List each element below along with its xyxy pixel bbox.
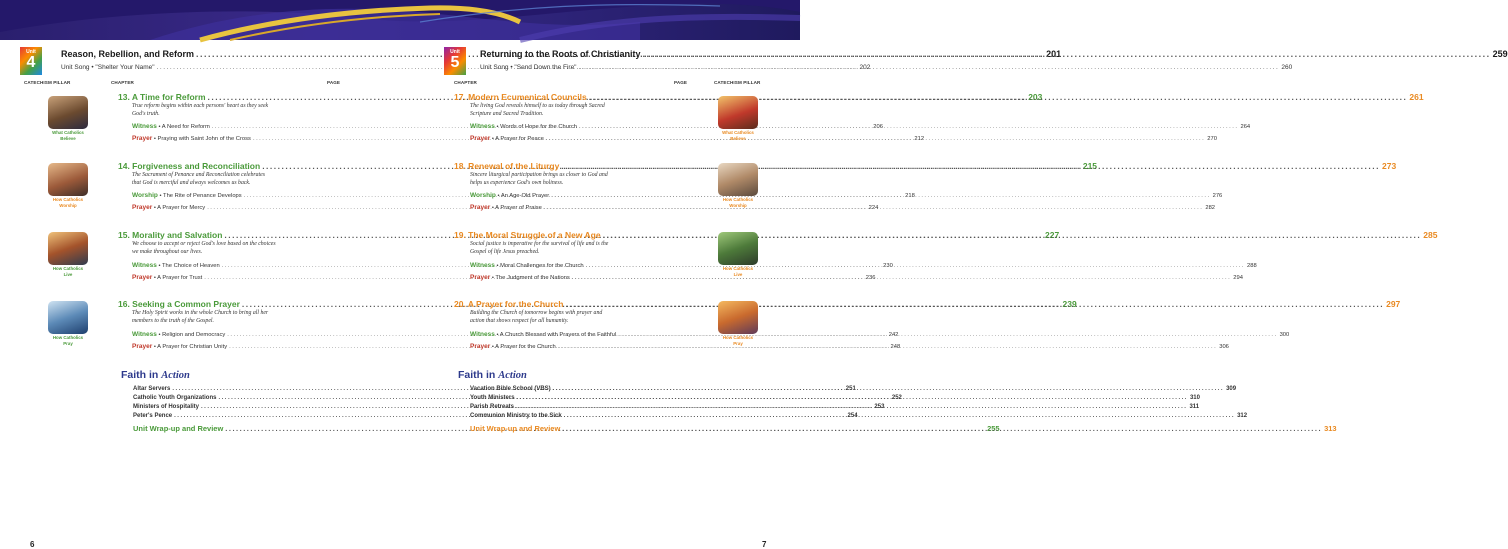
- unit-song-page: 202: [859, 64, 871, 71]
- unit-wrapup-link[interactable]: Unit Wrap-up and Review ..... 255: [133, 424, 352, 433]
- unit-song-page: 260: [1281, 64, 1293, 71]
- chapter-thumbnail-image: [48, 232, 88, 265]
- unit-title-page: 201: [1046, 49, 1062, 59]
- column-head-pillar: CATECHISM PILLAR: [714, 80, 761, 85]
- pillar-caption: What Catholics Believe: [52, 130, 84, 141]
- chapter-thumbnail-image: [48, 163, 88, 196]
- chapter-thumbnail-image: [48, 301, 88, 334]
- chapter-title-link[interactable]: 20. A Prayer for the Church ..... 297: [454, 299, 686, 309]
- chapter-title-link[interactable]: 19. The Moral Struggle of a New Age ..... 285: [454, 230, 686, 240]
- pillar-caption: What Catholics Believe: [722, 130, 754, 141]
- chapter-feature-link[interactable]: Witness • The Choice of Heaven ..... 230: [132, 262, 352, 269]
- chapter-description: Sincere liturgical participation brings us closer to God and helps us experience God's own holiness.: [470, 172, 608, 186]
- chapter-description: Building the Church of tomorrow begins with prayer and action that shows respect for all humanity.: [470, 310, 603, 324]
- pillar-caption: How Catholics Worship: [52, 197, 84, 208]
- chapter-title-link[interactable]: 15. Morality and Salvation ..... 227: [118, 230, 352, 240]
- unit-wrapup-link[interactable]: Unit Wrap-up and Review ..... 313: [470, 424, 686, 433]
- unit-badge-number: 5: [450, 54, 460, 71]
- pillar-caption: How Catholics Pray: [52, 335, 84, 346]
- chapter-prayer-link[interactable]: Prayer • A Prayer of Praise ..... 282: [470, 204, 686, 211]
- unit-title: Reason, Rebellion, and Reform: [61, 49, 195, 59]
- chapter-prayer-link[interactable]: Prayer • A Prayer for Christian Unity ..... 248: [132, 343, 352, 350]
- pillar-caption: How Catholics Worship: [722, 197, 754, 208]
- faith-in-action-heading: Faith in Action: [458, 369, 527, 381]
- chapter-description: True reform begins within each persons' heart as they seek God's truth.: [132, 103, 269, 117]
- column-head-chapter: CHAPTER: [111, 80, 134, 85]
- chapter-thumbnail-image: [718, 232, 758, 265]
- chapter-description: Social justice is imperative for the survival of life and is the Gospel of life Jesus preached.: [470, 241, 609, 255]
- pillar-caption: How Catholics Live: [52, 266, 84, 277]
- chapter-thumbnail-image: [718, 163, 758, 196]
- chapter-prayer-link[interactable]: Prayer • A Prayer for Mercy ..... 224: [132, 204, 352, 211]
- unit-song: Unit Song • "Shelter Your Name": [61, 64, 155, 71]
- page-number: 7: [762, 540, 767, 549]
- faith-action-item[interactable]: Parish Retreats ..... 311: [470, 404, 686, 410]
- unit-song: Unit Song • "Send Down the Fire": [480, 64, 577, 71]
- unit-badge-label: Unit: [450, 49, 460, 55]
- faith-action-item[interactable]: Communion Ministry to the Sick ..... 312: [470, 413, 686, 419]
- chapter-prayer-link[interactable]: Prayer • The Judgment of the Nations ..... 294: [470, 274, 686, 281]
- chapter-prayer-link[interactable]: Prayer • Praying with Saint John of the Cross ..... 212: [132, 135, 352, 142]
- chapter-title-link[interactable]: 14. Forgiveness and Reconciliation ..... 215: [118, 161, 352, 171]
- unit-title-page: 259: [1492, 49, 1508, 59]
- column-head-page: PAGE: [327, 80, 341, 85]
- chapter-prayer-link[interactable]: Prayer • A Prayer for Trust ..... 236: [132, 274, 352, 281]
- chapter-description: The living God reveals himself to us today through Sacred Scripture and Sacred Tradition.: [470, 103, 605, 117]
- unit-title: Returning to the Roots of Christianity: [480, 49, 641, 59]
- page-number: 6: [30, 540, 35, 549]
- chapter-description: The Holy Spirit works in the whole Church to bring all her members to the truth of the Gospel.: [132, 310, 269, 324]
- chapter-prayer-link[interactable]: Prayer • A Prayer for Peace ..... 270: [470, 135, 686, 142]
- faith-in-action-heading: Faith in Action: [121, 369, 190, 381]
- faith-action-item[interactable]: Altar Servers ..... 251: [133, 386, 352, 392]
- chapter-feature-link[interactable]: Worship • The Rite of Penance Develops ..... 218: [132, 192, 352, 199]
- faith-action-item[interactable]: Ministers of Hospitality ..... 253: [133, 404, 352, 410]
- unit-badge: [20, 47, 42, 75]
- chapter-feature-link[interactable]: Worship • An Age-Old Prayer ..... 276: [470, 192, 686, 199]
- pillar-caption: How Catholics Live: [722, 266, 754, 277]
- unit-badge-number: 4: [26, 54, 36, 71]
- faith-action-item[interactable]: Youth Ministers ..... 310: [470, 395, 686, 401]
- chapter-title-link[interactable]: 16. Seeking a Common Prayer ..... 239: [118, 299, 352, 309]
- pillar-caption: How Catholics Pray: [722, 335, 754, 346]
- faith-action-item[interactable]: Catholic Youth Organizations ..... 252: [133, 395, 352, 401]
- column-head-page: PAGE: [674, 80, 688, 85]
- chapter-feature-link[interactable]: Witness • A Need for Reform ..... 206: [132, 123, 352, 130]
- chapter-thumbnail-image: [718, 301, 758, 334]
- unit-badge-label: Unit: [26, 49, 36, 55]
- chapter-feature-link[interactable]: Witness • A Church Blessed with Prayers of the Faithful ..... 300: [470, 331, 686, 338]
- chapter-feature-link[interactable]: Witness • Words of Hope for the Church ..... 264: [470, 123, 686, 130]
- chapter-description: The Sacrament of Penance and Reconciliation celebrates that God is merciful and always welcomes us back.: [132, 172, 265, 186]
- banner-swoosh-graphic: [0, 0, 800, 40]
- chapter-title-link[interactable]: 17. Modern Ecumenical Councils ..... 261: [454, 92, 686, 102]
- chapter-prayer-link[interactable]: Prayer • A Prayer for the Church ..... 306: [470, 343, 686, 350]
- chapter-title-link[interactable]: 18. Renewal of the Liturgy ..... 273: [454, 161, 686, 171]
- top-banner: [0, 0, 800, 40]
- column-head-pillar: CATECHISM PILLAR: [24, 80, 71, 85]
- chapter-thumbnail-image: [718, 96, 758, 129]
- chapter-feature-link[interactable]: Witness • Moral Challenges for the Church ..... 288: [470, 262, 686, 269]
- faith-action-item[interactable]: Vacation Bible School (VBS) ..... 309: [470, 386, 686, 392]
- faith-action-item[interactable]: Peter's Pence ..... 254: [133, 413, 352, 419]
- chapter-thumbnail-image: [48, 96, 88, 129]
- chapter-title-link[interactable]: 13. A Time for Reform ..... 203: [118, 92, 352, 102]
- unit-badge: [444, 47, 466, 75]
- column-head-chapter: CHAPTER: [454, 80, 477, 85]
- chapter-description: We choose to accept or reject God's love based on the choices we make throughout our lives.: [132, 241, 276, 255]
- chapter-feature-link[interactable]: Witness • Religion and Democracy ..... 242: [132, 331, 352, 338]
